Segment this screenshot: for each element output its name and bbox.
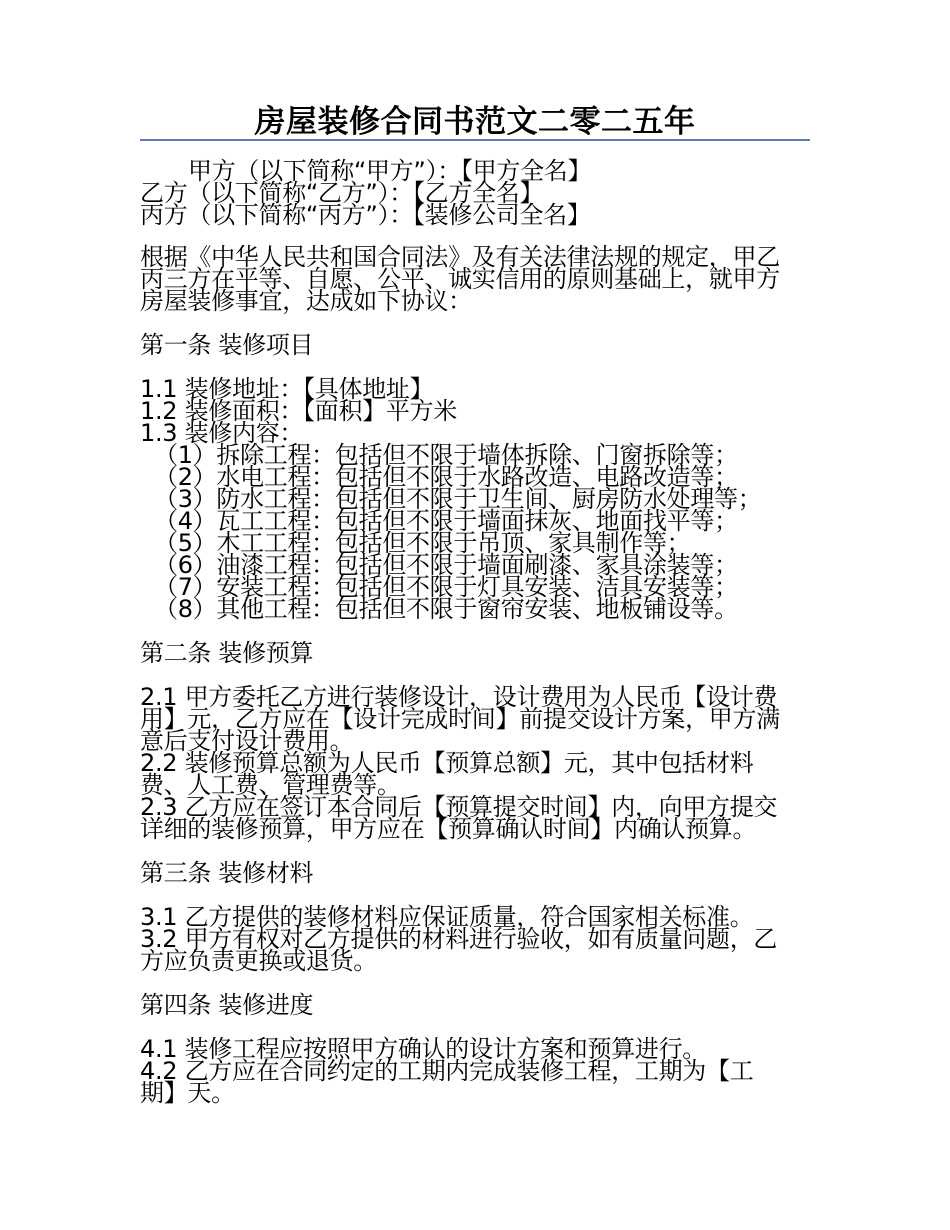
work-item: （3）防水工程：包括但不限于卫生间、厨房防水处理等； [154, 485, 762, 513]
article-1-heading: 第一条 装修项目 [140, 331, 314, 359]
clause-line: 1.2 装修面积：【面积】平方米 [140, 397, 457, 425]
work-item: （1）拆除工程：包括但不限于墙体拆除、门窗拆除等； [154, 441, 738, 469]
clause-line: 3.2 甲方有权对乙方提供的材料进行验收，如有质量问题，乙 [140, 925, 778, 953]
clause-line: 1.1 装修地址：【具体地址】 [140, 375, 434, 403]
clause-line: 详细的装修预算，甲方应在【预算确认时间】内确认预算。 [140, 815, 757, 843]
work-item: （2）水电工程：包括但不限于水路改造、电路改造等； [154, 463, 738, 491]
party-b: 乙方（以下简称“乙方”）：【乙方全名】 [140, 179, 544, 207]
work-item: （8）其他工程：包括但不限于窗帘安装、地板铺设等。 [154, 595, 738, 623]
article-3-heading: 第三条 装修材料 [140, 859, 314, 887]
clause-line: 2.2 装修预算总额为人民币【预算总额】元，其中包括材料 [140, 749, 754, 777]
article-2-heading: 第二条 装修预算 [140, 639, 314, 667]
clause-line: 2.3 乙方应在签订本合同后【预算提交时间】内，向甲方提交 [140, 793, 778, 821]
clause-line: 4.1 装修工程应按照甲方确认的设计方案和预算进行。 [140, 1035, 706, 1063]
title-underline [140, 139, 810, 141]
preamble-line: 房屋装修事宜，达成如下协议： [140, 287, 472, 315]
party-c: 丙方（以下简称“丙方”）：【装修公司全名】 [140, 201, 591, 229]
work-item: （7）安装工程：包括但不限于灯具安装、洁具安装等； [154, 573, 738, 601]
document-body [140, 157, 810, 1107]
work-item: （4）瓦工工程：包括但不限于墙面抹灰、地面找平等； [154, 507, 738, 535]
preamble-line: 丙三方在平等、自愿、公平、诚实信用的原则基础上，就甲方 [140, 265, 780, 293]
clause-line: 2.1 甲方委托乙方进行装修设计，设计费用为人民币【设计费 [140, 683, 778, 711]
work-item: （5）木工工程：包括但不限于吊顶、家具制作等； [154, 529, 691, 557]
clause-line: 费、人工费、管理费等。 [140, 771, 401, 799]
party-a: 甲方（以下简称“甲方”）：【甲方全名】 [188, 157, 592, 185]
clause-line: 1.3 装修内容： [140, 419, 304, 447]
clause-line: 意后支付设计费用。 [140, 727, 354, 755]
preamble-line: 根据《中华人民共和国合同法》及有关法律法规的规定，甲乙 [140, 243, 780, 271]
clause-line: 3.1 乙方提供的装修材料应保证质量，符合国家相关标准。 [140, 903, 754, 931]
document-title: 房屋装修合同书范文二零二五年 [254, 104, 696, 140]
clause-line: 用】元，乙方应在【设计完成时间】前提交设计方案，甲方满 [140, 705, 780, 733]
clause-line: 期】天。 [140, 1079, 235, 1107]
clause-line: 4.2 乙方应在合同约定的工期内完成装修工程，工期为【工 [140, 1057, 754, 1085]
article-4-heading: 第四条 装修进度 [140, 991, 314, 1019]
work-item: （6）油漆工程：包括但不限于墙面刷漆、家具涂装等； [154, 551, 738, 579]
clause-line: 方应负责更换或退货。 [140, 947, 377, 975]
